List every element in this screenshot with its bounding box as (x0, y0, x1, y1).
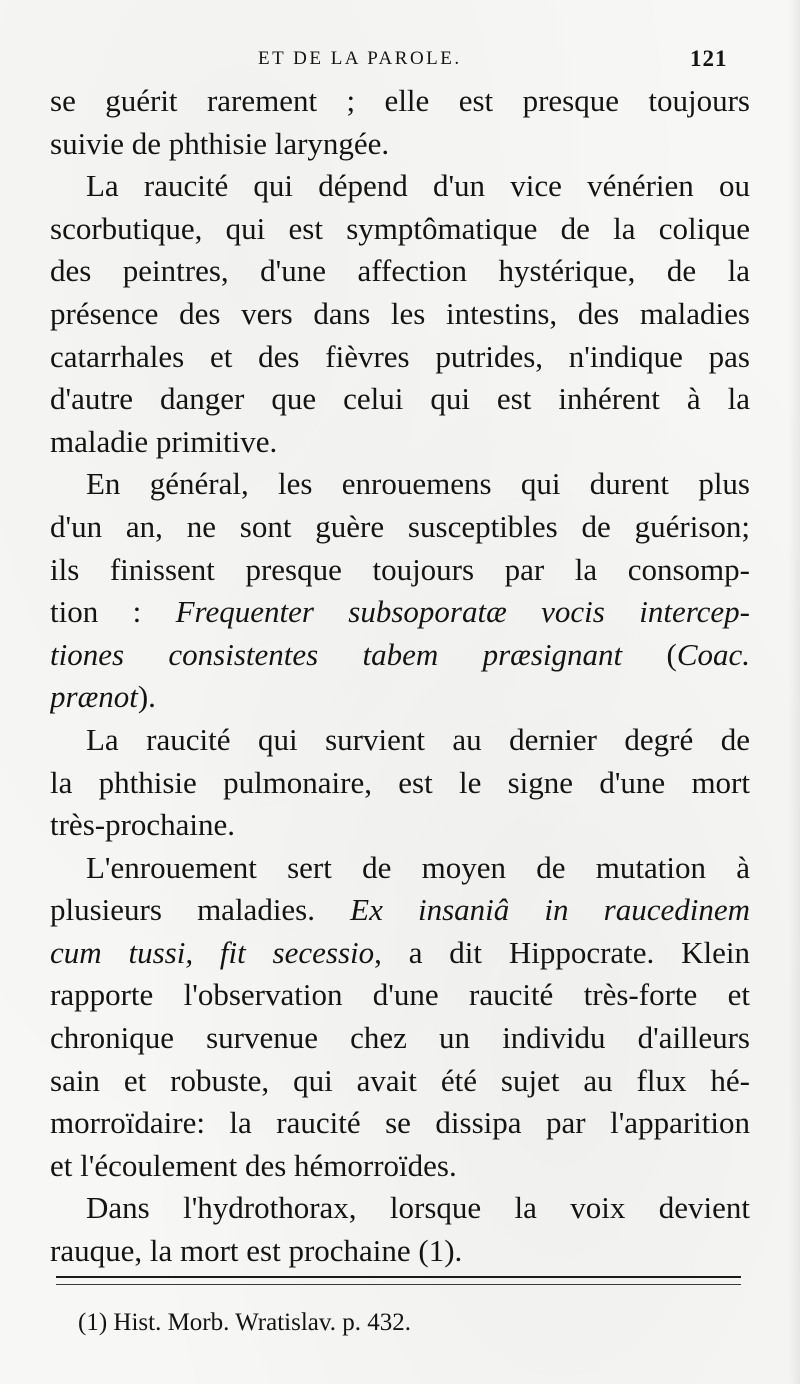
page-edge-shadow (788, 0, 800, 1384)
text-line (50, 506, 750, 549)
text-segment: scorbutique, qui est symptômatique de la colique (50, 210, 750, 246)
text-segment: la phthisie pulmonaire, est le signe d'une mort (50, 764, 750, 800)
text-segment: plusieurs maladies. (50, 892, 351, 928)
text-segment: sain et robuste, qui avait été sujet au flux hé- (50, 1062, 750, 1098)
italic-text: Ex insaniâ in raucedinem (350, 892, 750, 928)
text-line (50, 1017, 750, 1060)
italic-text: Frequenter subsoporatæ vocis intercep- (175, 594, 750, 630)
italic-text: tiones consistentes tabem præsignant (50, 636, 623, 672)
italic-text: cum tussi, fit secessio (50, 934, 375, 970)
text-segment: catarrhales et des fièvres putrides, n'indique pas (50, 338, 750, 374)
text-line (50, 676, 750, 719)
text-line (50, 250, 750, 293)
footnote-text: Hist. Morb. Wratislav. p. 432. (113, 1309, 411, 1336)
text-line (50, 1230, 750, 1273)
text-segment: La raucité qui dépend d'un vice vénérien ou (86, 168, 750, 204)
text-line (50, 1102, 750, 1145)
italic-text: Coac. (676, 636, 750, 672)
text-segment: se guérit rarement ; elle est presque toujours (50, 83, 750, 118)
running-head (0, 44, 800, 74)
text-line (50, 1145, 750, 1188)
text-segment: présence des vers dans les intestins, des maladies (50, 295, 750, 331)
text-line (50, 165, 750, 208)
body-text (50, 80, 750, 1273)
text-segment: morroïdaire: la raucité se dissipa par l'apparition (50, 1105, 750, 1141)
text-segment: chronique survenue chez un individu d'ailleurs (50, 1020, 750, 1056)
text-segment: Dans l'hydrothorax, lorsque la voix devient (86, 1190, 750, 1226)
text-line (50, 336, 750, 379)
text-segment: d'autre danger que celui qui est inhérent à la (50, 381, 750, 417)
text-line (50, 634, 750, 677)
text-line (50, 974, 750, 1017)
text-line (50, 762, 750, 805)
text-segment: des peintres, d'une affection hystérique, de la (50, 253, 750, 289)
italic-text: prænot (50, 679, 138, 715)
text-line (50, 804, 750, 847)
text-line (50, 378, 750, 421)
page-number: 121 (690, 46, 728, 71)
text-segment: L'enrouement sert de moyen de mutation à (86, 849, 750, 885)
text-line (50, 463, 750, 506)
text-segment: suivie de phthisie laryngée. (50, 125, 390, 161)
text-line (50, 1060, 750, 1103)
text-segment: En général, les enrouemens qui durent plus (86, 466, 750, 502)
text-segment: d'un an, ne sont guère susceptibles de guérison; (50, 508, 750, 544)
text-line (50, 421, 750, 464)
text-line (50, 591, 750, 634)
text-segment: tion : (50, 594, 176, 630)
footnote-rule (56, 1276, 741, 1278)
text-segment: très-prochaine. (50, 807, 236, 843)
text-segment: rapporte l'observation d'une raucité très-forte et (50, 977, 750, 1013)
text-segment: La raucité qui survient au dernier degré de (86, 721, 750, 757)
text-line (50, 80, 750, 123)
text-line (50, 719, 750, 762)
text-segment: maladie primitive. (50, 423, 278, 459)
footnote (78, 1305, 411, 1341)
text-line (50, 208, 750, 251)
footnote-rule-thin (56, 1284, 741, 1285)
text-segment: ). (137, 679, 156, 715)
text-segment: ( (622, 636, 677, 672)
text-line (50, 293, 750, 336)
text-segment: rauque, la mort est prochaine (1). (50, 1233, 463, 1269)
text-line (50, 1187, 750, 1230)
text-line (50, 549, 750, 592)
text-segment: et l'écoulement des hémorroïdes. (50, 1147, 457, 1183)
text-line (50, 932, 750, 975)
text-line (50, 889, 750, 932)
text-line (50, 123, 750, 166)
footnote-marker: (1) (78, 1309, 108, 1336)
running-title: ET DE LA PAROLE. (258, 48, 462, 69)
text-line (50, 847, 750, 890)
text-segment: ils finissent presque toujours par la consomp- (50, 551, 750, 587)
text-segment: , a dit Hippocrate. Klein (374, 934, 750, 970)
